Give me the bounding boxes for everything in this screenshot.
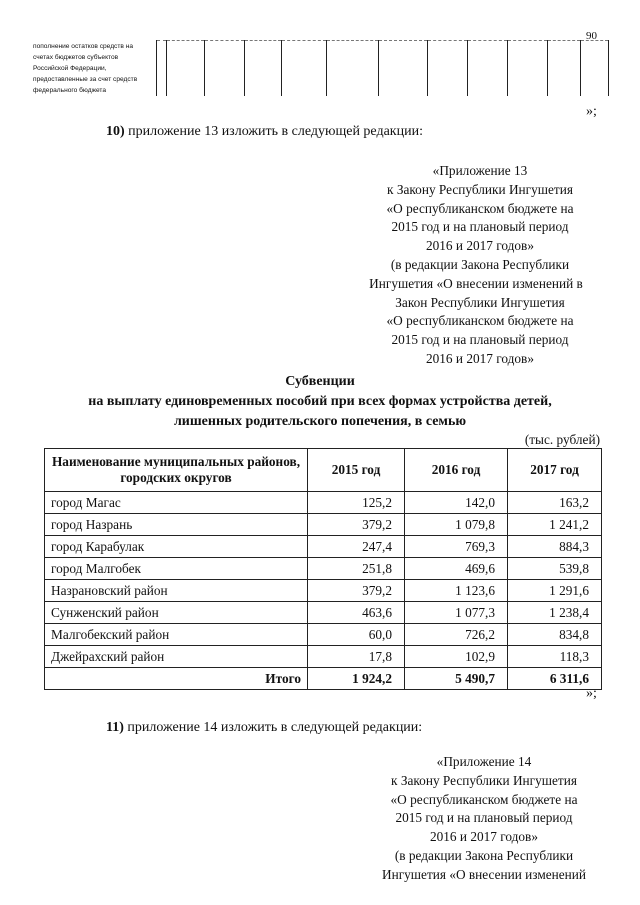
value-2017: 539,8 xyxy=(508,558,602,580)
total-2017: 6 311,6 xyxy=(508,668,602,690)
value-2016: 726,2 xyxy=(405,624,508,646)
title-line: лишенных родительского попечения, в семью xyxy=(173,414,467,429)
appendix-line: к Закону Республики Ингушетия xyxy=(387,181,573,197)
value-2017: 1 238,4 xyxy=(508,602,602,624)
column-header-2017: 2017 год xyxy=(508,449,602,492)
appendix-line: 2015 год и на плановый период xyxy=(391,219,569,235)
document-title xyxy=(30,372,610,432)
value-2017: 163,2 xyxy=(508,492,602,514)
appendix-line: 2016 и 2017 годов» xyxy=(429,829,538,845)
value-2016: 1 079,8 xyxy=(405,514,508,536)
table-row xyxy=(45,536,602,558)
district-name: город Карабулак xyxy=(45,536,308,558)
value-2017: 1 291,6 xyxy=(508,580,602,602)
fragment-row-label xyxy=(30,41,156,97)
closing-quote: »; xyxy=(586,686,597,701)
appendix-line: (в редакции Закона Республики xyxy=(390,256,570,272)
fragment-line: пополнение остатков средств на xyxy=(33,42,134,50)
title-line: на выплату единовременных пособий при всех формах устройства детей, xyxy=(88,394,552,409)
fragment-cell xyxy=(244,41,281,97)
appendix-14-header xyxy=(348,753,620,885)
table-row xyxy=(45,646,602,668)
page-number: 90 xyxy=(586,30,597,42)
appendix-line: «Приложение 13 xyxy=(432,163,528,178)
appendix-line: 2016 и 2017 годов» xyxy=(425,238,534,254)
table-row xyxy=(45,492,602,514)
previous-table-fragment xyxy=(30,40,609,96)
appendix-line: 2015 год и на плановый период xyxy=(391,332,569,348)
table-row xyxy=(45,514,602,536)
total-2015: 1 924,2 xyxy=(308,668,405,690)
fragment-line: счетах бюджетов субъектов xyxy=(33,53,119,61)
appendix-line: к Закону Республики Ингушетия xyxy=(391,772,577,788)
fragment-cell xyxy=(281,41,326,97)
appendix-line: 2015 год и на плановый период xyxy=(395,810,573,826)
instruction-text: приложение 14 изложить в следующей редакции: xyxy=(123,720,423,735)
column-header-2015: 2015 год xyxy=(308,449,405,492)
subvention-table xyxy=(44,448,602,690)
appendix-line: Закон Республики Ингушетия xyxy=(395,294,565,310)
value-2017: 1 241,2 xyxy=(508,514,602,536)
table-row xyxy=(45,580,602,602)
fragment-cell xyxy=(378,41,427,97)
district-name: Малгобекский район xyxy=(45,624,308,646)
district-name: город Малгобек xyxy=(45,558,308,580)
appendix-line: «О республиканском бюджете на xyxy=(390,791,578,807)
instruction-10 xyxy=(106,124,423,140)
table-row xyxy=(45,624,602,646)
appendix-line: 2016 и 2017 годов» xyxy=(425,350,534,366)
fragment-cell xyxy=(204,41,244,97)
fragment-cell xyxy=(166,41,204,97)
value-2015: 125,2 xyxy=(308,492,405,514)
title-line: Субвенции xyxy=(285,374,355,389)
item-number: 10) xyxy=(106,124,125,139)
appendix-line: Ингушетия «О внесении изменений в xyxy=(369,275,583,291)
appendix-13-header xyxy=(340,162,620,369)
table-total-row xyxy=(45,668,602,690)
value-2016: 769,3 xyxy=(405,536,508,558)
fragment-cell xyxy=(580,41,608,97)
total-label: Итого xyxy=(45,668,308,690)
fragment-cell xyxy=(547,41,580,97)
value-2015: 463,6 xyxy=(308,602,405,624)
instruction-text: приложение 13 изложить в следующей редакции: xyxy=(124,124,423,139)
appendix-line: «Приложение 14 xyxy=(436,754,532,769)
district-name: Назрановский район xyxy=(45,580,308,602)
fragment-cell xyxy=(507,41,547,97)
fragment-cell xyxy=(156,41,166,97)
fragment-cell xyxy=(467,41,507,97)
value-2016: 102,9 xyxy=(405,646,508,668)
value-2015: 379,2 xyxy=(308,514,405,536)
value-2016: 1 077,3 xyxy=(405,602,508,624)
value-2015: 60,0 xyxy=(308,624,405,646)
item-number: 11) xyxy=(106,720,124,735)
table-header-row xyxy=(45,449,602,492)
value-2015: 251,8 xyxy=(308,558,405,580)
appendix-line: «О республиканском бюджете на xyxy=(386,313,574,329)
column-header-district: Наименование муниципальных районов, городских округов xyxy=(45,449,308,492)
fragment-line: федерального бюджета xyxy=(33,86,107,94)
value-2016: 469,6 xyxy=(405,558,508,580)
fragment-cell xyxy=(427,41,467,97)
units-label: (тыс. рублей) xyxy=(524,432,600,447)
value-2015: 17,8 xyxy=(308,646,405,668)
value-2017: 884,3 xyxy=(508,536,602,558)
instruction-11 xyxy=(106,720,422,736)
appendix-line: «О республиканском бюджете на xyxy=(386,200,574,216)
value-2015: 247,4 xyxy=(308,536,405,558)
total-2016: 5 490,7 xyxy=(405,668,508,690)
district-name: Сунженский район xyxy=(45,602,308,624)
appendix-line: Ингушетия «О внесении изменений xyxy=(381,866,587,882)
value-2017: 834,8 xyxy=(508,624,602,646)
table-row xyxy=(45,602,602,624)
column-header-2016: 2016 год xyxy=(405,449,508,492)
fragment-line: предоставленные за счет средств xyxy=(33,75,138,83)
fragment-line: Российской Федерации, xyxy=(33,64,107,72)
value-2016: 142,0 xyxy=(405,492,508,514)
district-name: город Назрань xyxy=(45,514,308,536)
district-name: Джейрахский район xyxy=(45,646,308,668)
value-2016: 1 123,6 xyxy=(405,580,508,602)
fragment-cell xyxy=(326,41,378,97)
table-row xyxy=(45,558,602,580)
closing-quote: »; xyxy=(586,104,597,119)
appendix-line: (в редакции Закона Республики xyxy=(394,847,574,863)
district-name: город Магас xyxy=(45,492,308,514)
value-2017: 118,3 xyxy=(508,646,602,668)
value-2015: 379,2 xyxy=(308,580,405,602)
